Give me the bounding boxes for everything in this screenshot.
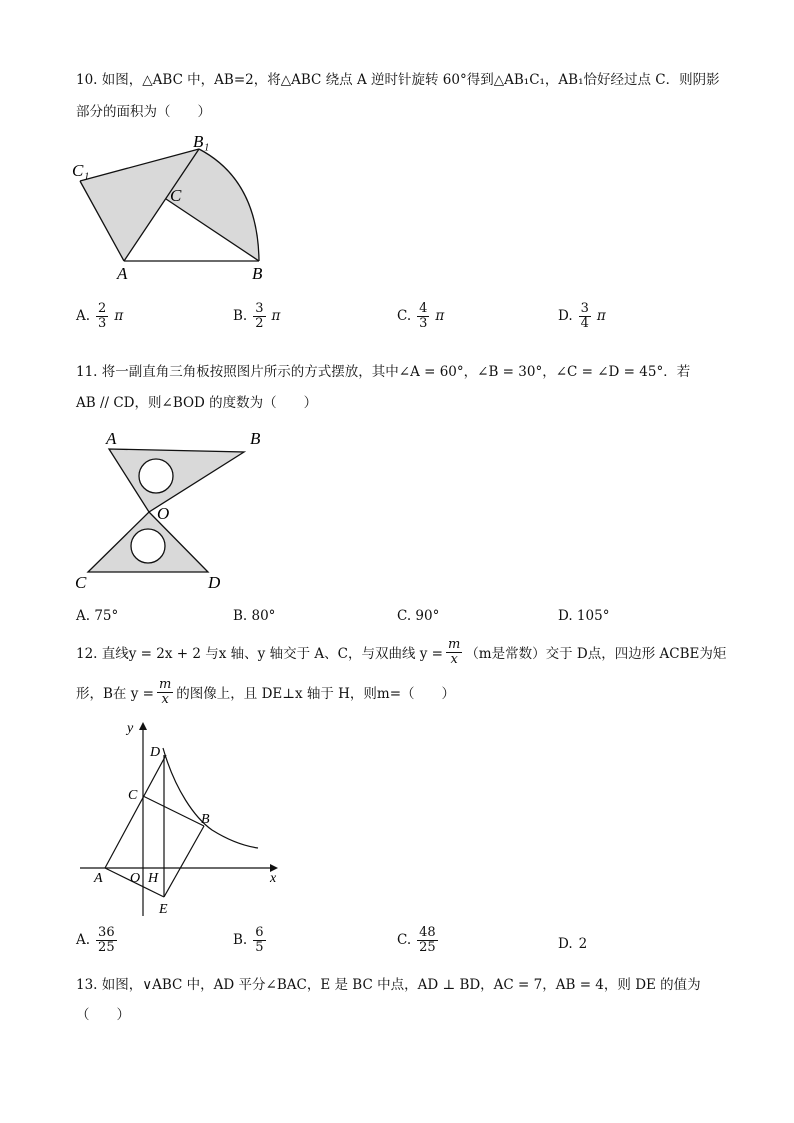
label-O: O <box>157 504 170 523</box>
q13-text-line2: （ ） <box>76 1007 130 1023</box>
q12-option-b[interactable]: B. $\frac{6}{5}$ <box>233 925 264 955</box>
label-A: A <box>94 871 103 886</box>
q11-option-c[interactable]: C. 90° <box>397 608 440 624</box>
label-C: C <box>128 788 138 803</box>
label-O: O <box>130 871 141 886</box>
q11-option-a[interactable]: A. 75° <box>76 608 119 624</box>
q12-option-a[interactable]: A. $\frac{36}{25}$ <box>76 925 115 955</box>
q11-text-line2: AB // CD，则∠BOD 的度数为（ ） <box>76 395 318 411</box>
q10-text-line1: 10. 如图，△ABC 中，AB=2，将△ABC 绕点 A 逆时针旋转 60°得到△AB₁C₁，AB₁恰好经过点 C．则阴影 <box>76 72 720 88</box>
label-D: D <box>150 745 161 760</box>
label-C1: C₁ <box>72 161 90 180</box>
label-A: A <box>117 264 128 283</box>
label-B: B <box>201 812 210 827</box>
q11-option-d[interactable]: D. 105° <box>558 608 610 624</box>
label-D: D <box>208 573 221 592</box>
label-x: x <box>270 871 277 886</box>
q12-text-line2: 形，B在 y = $\frac{m}{x}$ 的图像上，且 DE⊥x 轴于 H，则m=（ ） <box>76 677 456 707</box>
q10-option-b[interactable]: B. $\frac{3}{2}$ π <box>233 301 281 331</box>
q10-text-line2: 部分的面积为（ ） <box>76 104 211 120</box>
q11-option-b[interactable]: B. 80° <box>233 608 276 624</box>
label-B: B <box>252 264 263 283</box>
q13-text-line1: 13. 如图，∨ABC 中，AD 平分∠BAC，E 是 BC 中点，AD ⊥ BD，AC = 7，AB = 4，则 DE 的值为 <box>76 977 701 993</box>
label-B1: B₁ <box>193 132 210 151</box>
q12-option-c[interactable]: C. $\frac{48}{25}$ <box>397 925 436 955</box>
q11-text-line1: 11. 将一副直角三角板按照图片所示的方式摆放，其中∠A = 60°，∠B = 30°，∠C = ∠D = 45°．若 <box>76 364 691 380</box>
q12-option-d[interactable]: D. 2 <box>558 936 588 952</box>
label-C: C <box>170 186 182 205</box>
q10-option-a[interactable]: A. $\frac{2}{3}$ π <box>76 301 124 331</box>
q12-text-line1: 12. 直线y = 2x + 2 与x 轴、y 轴交于 A、C，与双曲线 y = $\frac{m}{x}$ （m是常数）交于 D点，四边形 ACBE为矩 <box>76 637 727 667</box>
label-y: y <box>127 721 134 736</box>
q10-option-c[interactable]: C. $\frac{4}{3}$ π <box>397 301 445 331</box>
label-C: C <box>75 573 87 592</box>
label-B: B <box>250 429 261 448</box>
label-H: H <box>148 871 159 886</box>
label-E: E <box>159 902 168 917</box>
label-A: A <box>106 429 117 448</box>
q10-option-d[interactable]: D. $\frac{3}{4}$ π <box>558 301 606 331</box>
